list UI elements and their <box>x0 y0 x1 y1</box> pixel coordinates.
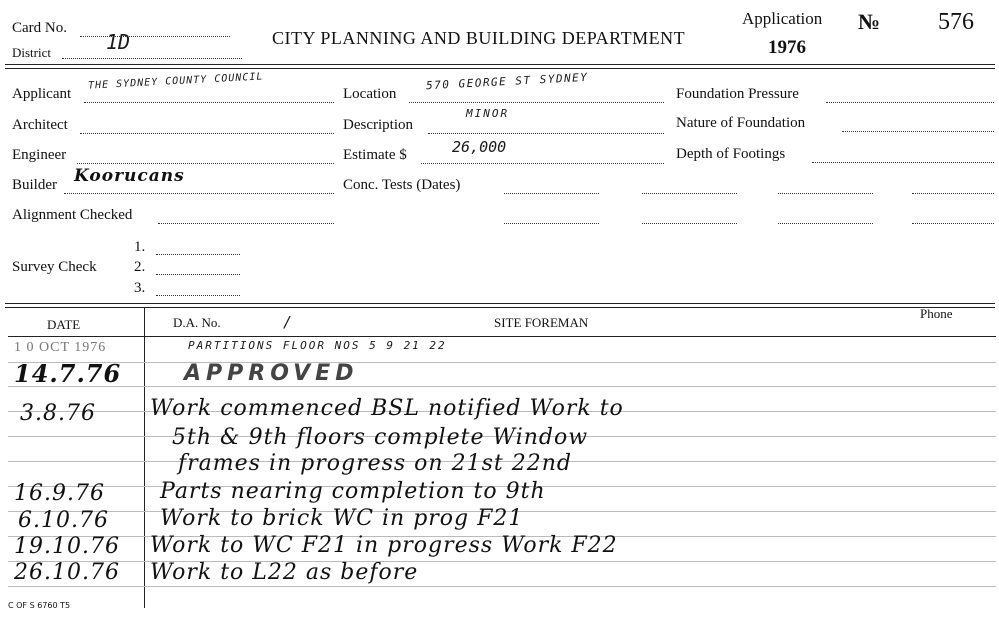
log-entry-date: 16.9.76 <box>14 481 105 506</box>
card-no-line <box>80 36 230 37</box>
department-title: CITY PLANNING AND BUILDING DEPARTMENT <box>272 28 686 48</box>
log-entry-text: PARTITIONS FLOOR NOS 5 9 21 22 <box>188 339 447 352</box>
survey-check-label: Survey Check <box>12 259 97 275</box>
form-code: C OF S 6760 T5 <box>8 601 71 610</box>
application-number: 576 <box>938 9 974 35</box>
survey-item-1: 1. <box>134 239 146 255</box>
application-label: Application <box>742 9 823 28</box>
location-line <box>409 102 664 103</box>
conc-test-line-3 <box>778 193 873 194</box>
depth-footings-line <box>812 162 994 163</box>
architect-label: Architect <box>12 117 68 133</box>
approved-stamp: APPROVED <box>184 361 359 386</box>
conc-test-line-2 <box>642 193 737 194</box>
applicant-line <box>84 102 334 103</box>
foundation-pressure-line <box>826 102 994 103</box>
location-value: 570 GEORGE ST SYDNEY <box>425 70 589 93</box>
estimate-line <box>421 163 664 164</box>
log-ruled-line <box>8 586 996 587</box>
log-entry-text: 5th & 9th floors complete Window <box>172 425 589 450</box>
header-rule-2 <box>5 68 995 69</box>
description-value: MINOR <box>466 107 510 120</box>
log-ruled-line <box>8 386 996 387</box>
log-entry-date: 14.7.76 <box>14 359 122 388</box>
conc-test-line-7 <box>778 223 873 224</box>
builder-value: Koorucans <box>74 166 185 186</box>
conc-test-line-1 <box>504 193 599 194</box>
log-entry-text: Work commenced BSL notified Work to <box>150 396 624 421</box>
conc-test-line-8 <box>912 223 994 224</box>
log-header-rule <box>8 336 996 337</box>
engineer-label: Engineer <box>12 147 67 163</box>
log-date-header: DATE <box>47 317 81 332</box>
log-entry-date: 3.8.76 <box>20 401 96 426</box>
log-entry-text: Work to L22 as before <box>150 560 419 585</box>
district-label: District <box>12 45 51 60</box>
conc-test-line-6 <box>642 223 737 224</box>
log-entry-text: frames in progress on 21st 22nd <box>178 451 572 476</box>
survey-line-2 <box>156 274 240 275</box>
estimate-value: 26,000 <box>452 138 507 156</box>
survey-item-3: 3. <box>134 280 146 296</box>
district-value: 1D <box>106 30 131 54</box>
log-site-foreman-header: SITE FOREMAN <box>494 315 589 330</box>
log-entry-text: Work to brick WC in prog F21 <box>160 506 524 531</box>
survey-line-3 <box>156 295 240 296</box>
log-da-label: D.A. No. <box>173 315 221 330</box>
log-entry-text: Parts nearing completion to 9th <box>160 479 546 504</box>
engineer-line <box>77 163 334 164</box>
log-da-value: / <box>283 313 293 331</box>
log-ruled-line <box>8 362 996 363</box>
conc-test-line-5 <box>504 223 599 224</box>
log-rule-2 <box>5 307 995 308</box>
conc-test-line-4 <box>912 193 994 194</box>
number-symbol: № <box>858 9 881 34</box>
applicant-value: THE SYDNEY COUNTY COUNCIL <box>87 71 264 92</box>
card-no-label: Card No. <box>12 20 67 36</box>
header-rule-1 <box>5 64 995 65</box>
survey-item-2: 2. <box>134 259 146 275</box>
depth-footings-label: Depth of Footings <box>676 146 786 162</box>
log-entry-date: 26.10.76 <box>14 560 120 585</box>
survey-line-1 <box>156 254 240 255</box>
conc-tests-label: Conc. Tests (Dates) <box>343 177 461 193</box>
foundation-pressure-label: Foundation Pressure <box>676 86 799 102</box>
nature-foundation-label: Nature of Foundation <box>676 115 806 131</box>
alignment-label: Alignment Checked <box>12 207 133 223</box>
location-label: Location <box>343 86 397 102</box>
log-column-divider <box>144 308 145 608</box>
architect-line <box>80 133 334 134</box>
district-line <box>62 58 242 59</box>
builder-line <box>64 193 334 194</box>
application-year: 1976 <box>768 37 806 58</box>
log-entry-date: 6.10.76 <box>18 508 109 533</box>
description-line <box>428 133 664 134</box>
log-entry-text: Work to WC F21 in progress Work F22 <box>150 533 618 558</box>
builder-label: Builder <box>12 177 57 193</box>
alignment-line <box>158 223 334 224</box>
log-entry-date: 19.10.76 <box>14 534 120 559</box>
description-label: Description <box>343 117 413 133</box>
log-entry-date: 1 0 OCT 1976 <box>14 340 107 355</box>
estimate-label: Estimate $ <box>343 147 407 163</box>
nature-foundation-line <box>842 131 994 132</box>
applicant-label: Applicant <box>12 86 72 102</box>
log-phone-header: Phone <box>920 306 953 321</box>
log-rule-1 <box>5 303 995 304</box>
